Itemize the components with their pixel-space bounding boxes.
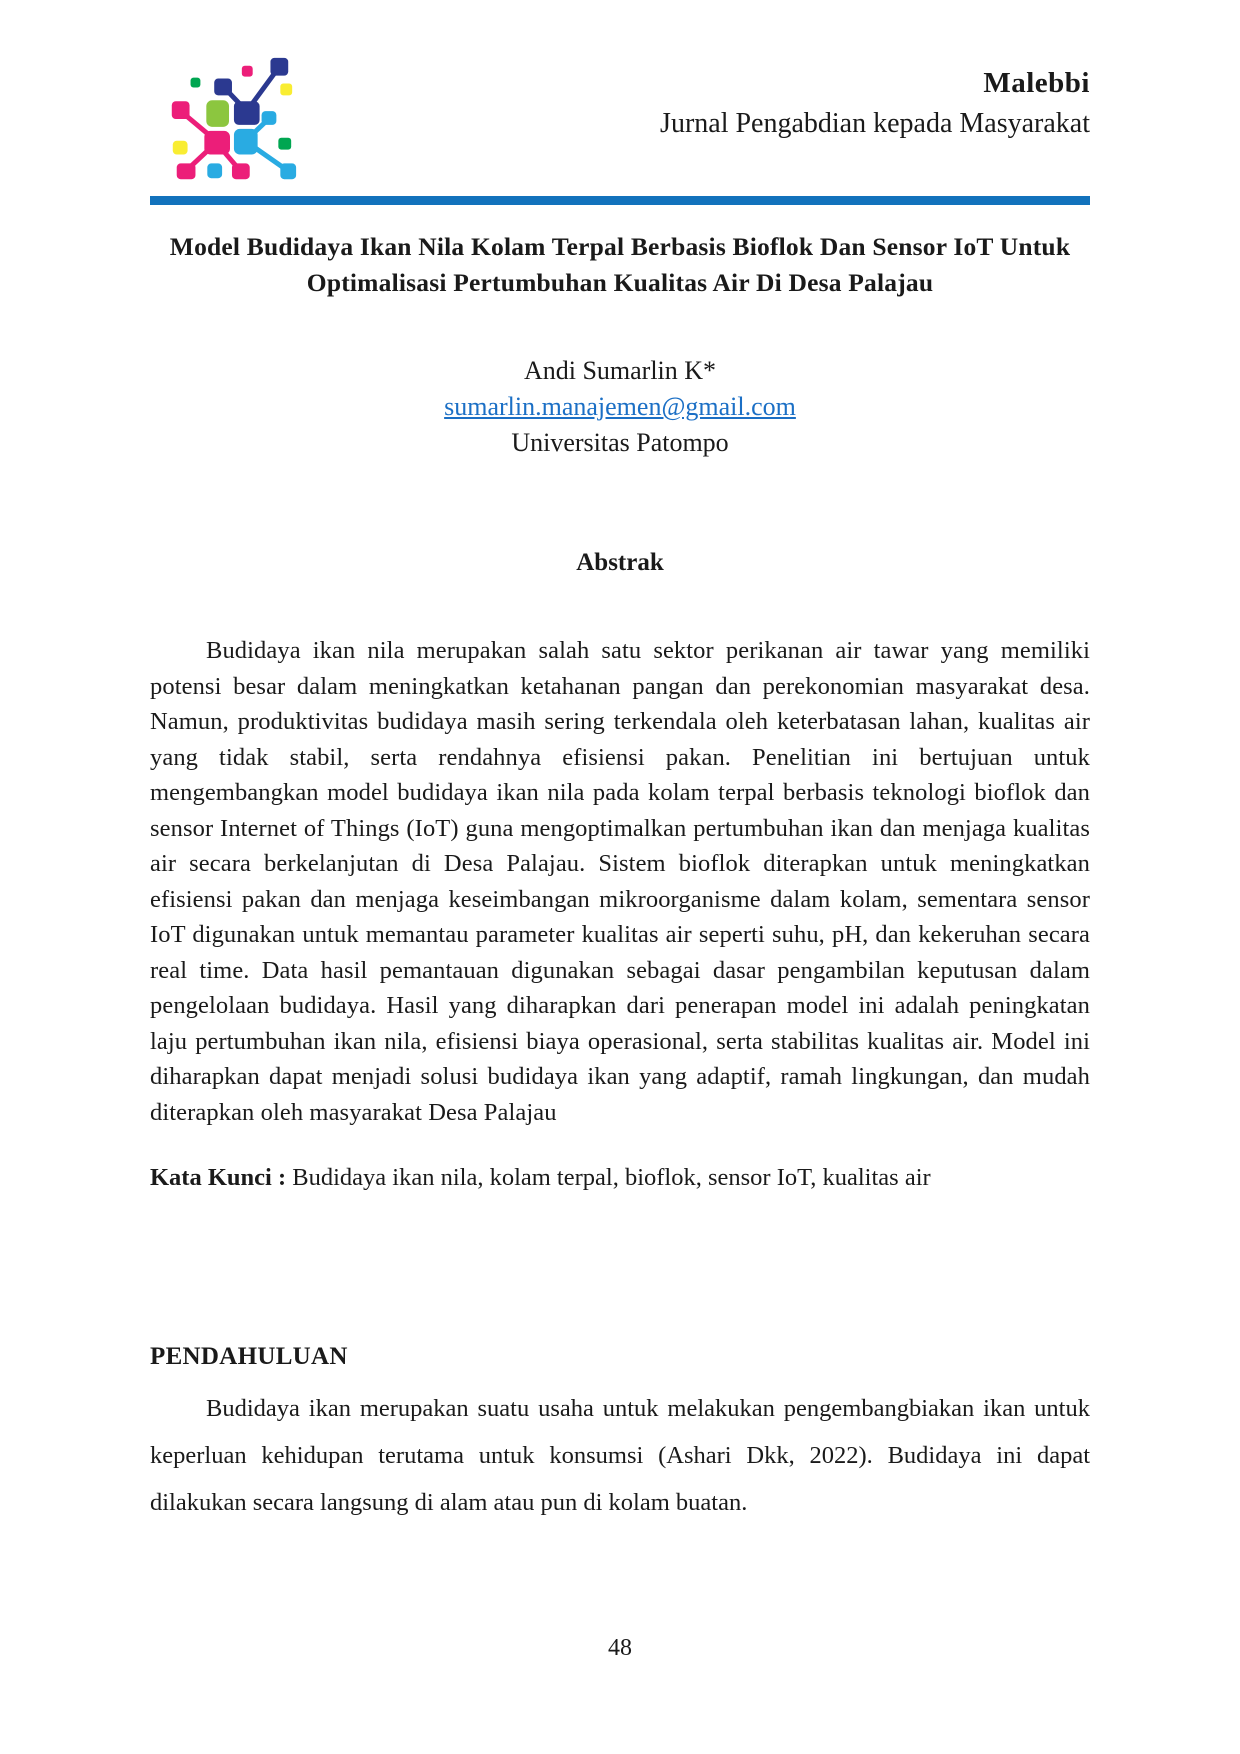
author-affiliation: Universitas Patompo [511,428,729,458]
article-title: Model Budidaya Ikan Nila Kolam Terpal Berbasis Bioflok Dan Sensor IoT Untuk Optimalisasi Pertumbuhan Kualitas Air Di Desa Palajau [169,232,1071,298]
abstract-heading: Abstrak [576,549,664,577]
header-rule [150,196,1090,205]
keywords-label: Kata Kunci : [150,1164,287,1192]
author-name: Andi Sumarlin K* [523,356,717,386]
author-email-link[interactable]: sumarlin.manajemen@gmail.com [444,392,796,422]
journal-subtitle: Jurnal Pengabdian kepada Masyarakat [660,108,1090,140]
page-number: 48 [608,1635,632,1661]
journal-name: Malebbi [983,67,1090,99]
section-heading-pendahuluan: PENDAHULUAN [150,1343,348,1371]
journal-header [150,46,1090,194]
abstract-paragraph: Budidaya ikan nila merupakan salah satu sektor perikanan air tawar yang memiliki potensi besar dalam meningkatkan ketahanan pangan dan perekonomian masyarakat desa. Namun, produktivitas budidaya masih sering terkendala oleh keterbatasan lahan, kualitas air yang tidak stabil, serta rendahnya efisiensi pakan. Penelitian ini bertujuan untuk mengembangkan model budidaya ikan nila pada kolam terpal berbasis teknologi bioflok dan sensor Internet of Things (IoT) guna mengoptimalkan pertumbuhan ikan dan menjaga kualitas air secara berkelanjutan di Desa Palajau. Sistem bioflok diterapkan untuk meningkatkan efisiensi pakan dan menjaga keseimbangan mikroorganisme dalam kolam, sementara sensor IoT digunakan untuk memantau parameter kualitas air seperti suhu, pH, dan kekeruhan secara real time. Data hasil pemantauan digunakan sebagai dasar pengambilan keputusan dalam pengelolaan budidaya. Hasil yang diharapkan dari penerapan model ini adalah peningkatan laju pertumbuhan ikan nila, efisiensi biaya operasional, serta stabilitas kualitas air. Model ini diharapkan dapat menjadi solusi budidaya ikan yang adaptif, ramah lingkungan, dan mudah diterapkan oleh masyarakat Desa Palajau [150,637,1090,1126]
journal-masthead [660,46,1090,145]
journal-logo [150,46,310,194]
keywords-value: Budidaya ikan nila, kolam terpal, bioflok, sensor IoT, kualitas air [286,1164,931,1192]
keywords-line [150,1160,1090,1195]
author-block [150,353,1090,461]
network-squares-logo-icon [150,46,310,194]
pendahuluan-paragraph: Budidaya ikan merupakan suatu usaha untuk melakukan pengembangbiakan ikan untuk keperluan kehidupan terutama untuk konsumsi (Ashari Dkk, 2022). Budidaya ini dapat dilakukan secara langsung di alam atau pun di kolam buatan. [150,1395,1090,1517]
